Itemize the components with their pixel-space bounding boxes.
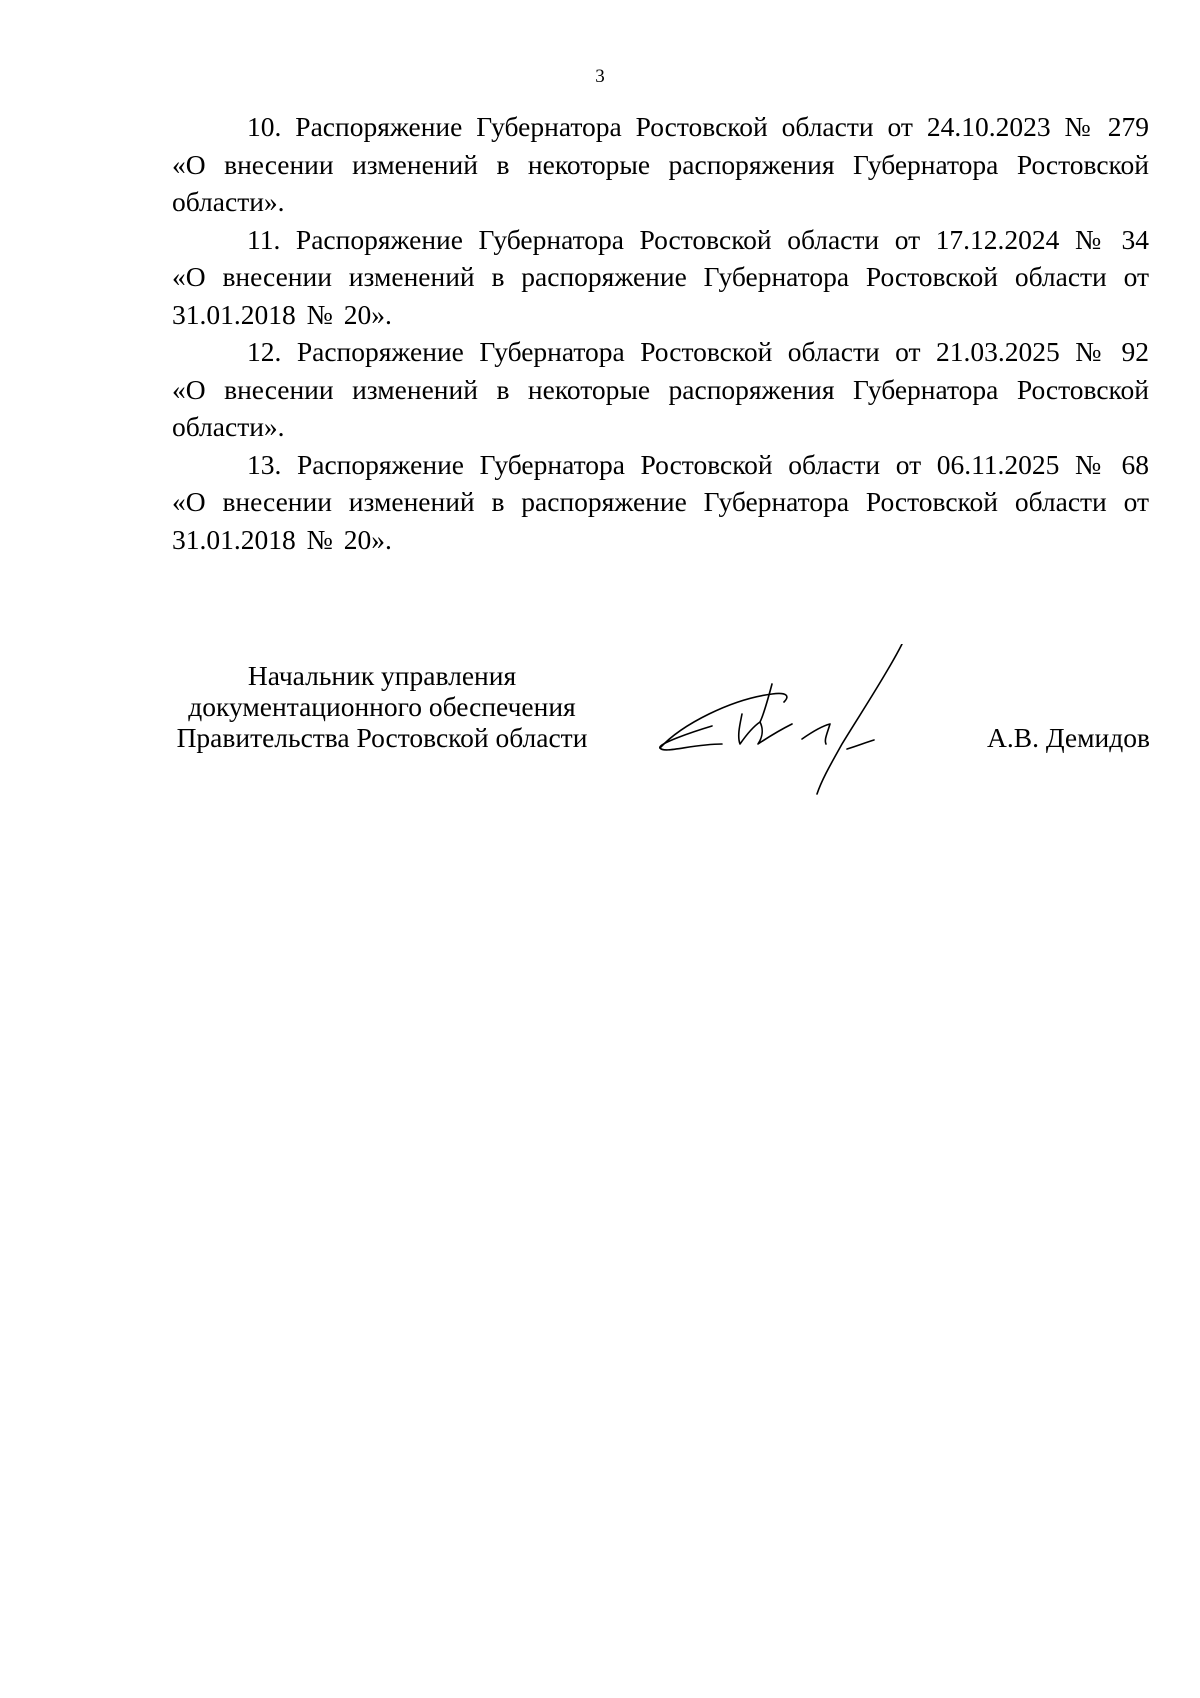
list-item: 10. Распоряжение Губернатора Ростовской области от 24.10.2023 № 279 «О внесении изменений в некоторые распоряжения Губернатора Ростовской области». [172,111,1149,217]
page-number: 3 [595,66,605,87]
position-line: документационного обеспечения [188,691,576,722]
signer-name: А.В. Демидов [987,722,1150,753]
signature-block [172,660,1150,800]
document-list [172,108,1149,558]
list-item: 12. Распоряжение Губернатора Ростовской области от 21.03.2025 № 92 «О внесении изменений в некоторые распоряжения Губернатора Ростовской области». [172,336,1149,442]
handwritten-signature [652,644,932,804]
position-line: Начальник управления [247,660,517,691]
position-line: Правительства Ростовской области [176,722,588,753]
list-item: 11. Распоряжение Губернатора Ростовской области от 17.12.2024 № 34 «О внесении изменений в распоряжение Губернатора Ростовской области от 31.01.2018 № 20». [172,223,1149,330]
signer-position [172,660,592,753]
list-item: 13. Распоряжение Губернатора Ростовской области от 06.11.2025 № 68 «О внесении изменений в распоряжение Губернатора Ростовской области от 31.01.2018 № 20». [172,448,1149,555]
